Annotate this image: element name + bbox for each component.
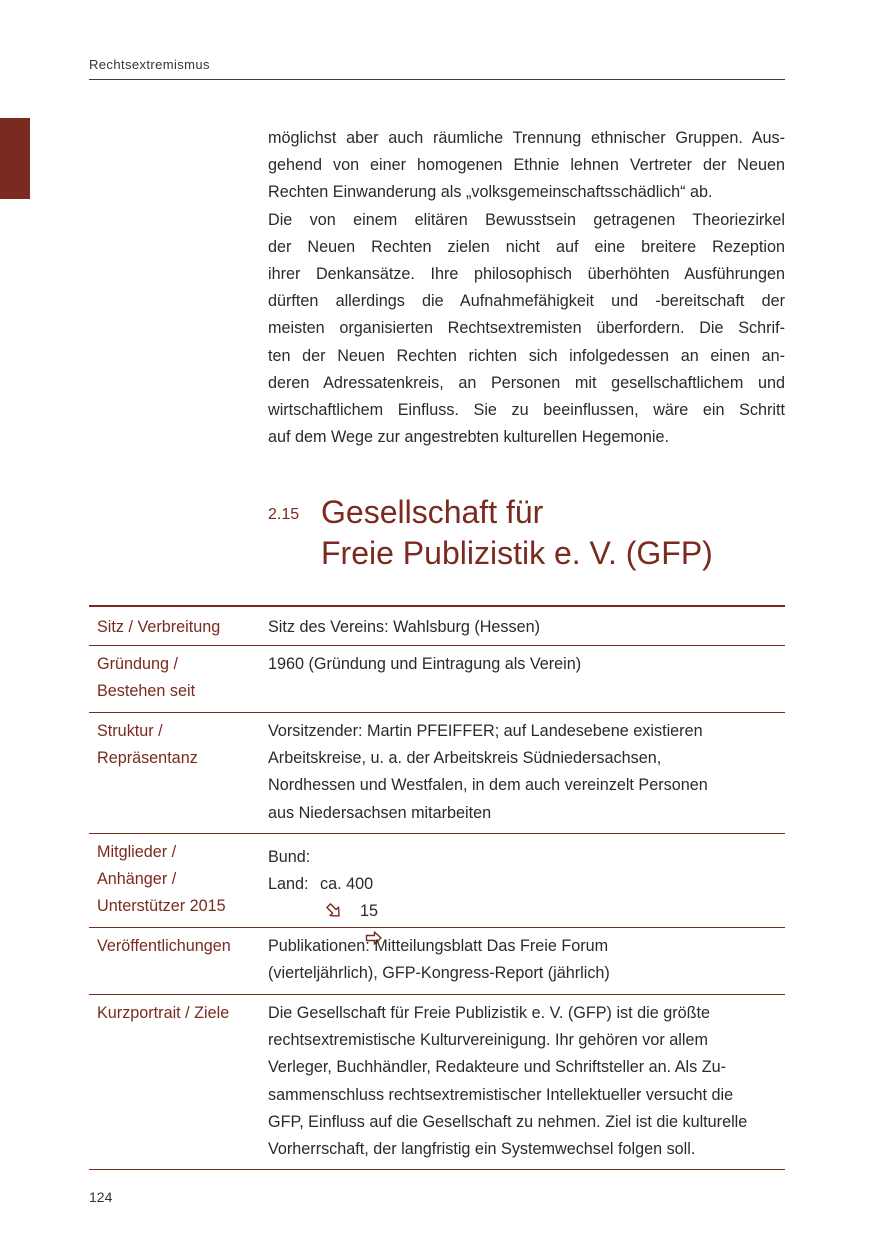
body-line: möglichst aber auch räumliche Trennung ethnischer Gruppen. Aus- bbox=[268, 129, 785, 147]
body-line: auf dem Wege zur angestrebten kulturellen Hegemonie. bbox=[268, 428, 670, 447]
body-line: Die von einem elitären Bewusstsein getragenen Theoriezirkel bbox=[268, 210, 785, 229]
row-label bbox=[97, 651, 195, 705]
row-label-line: Unterstützer 2015 bbox=[97, 897, 226, 916]
row-value bbox=[268, 844, 379, 921]
body-line: Rechten Einwanderung als „volksgemeinschaftsschädlich“ ab. bbox=[268, 183, 713, 202]
body-line: gehend von einer homogenen Ethnie lehnen Vertreter der Neuen bbox=[268, 156, 785, 175]
body-line: der Neuen Rechten zielen nicht auf eine breitere Rezeption bbox=[268, 237, 785, 256]
body-line: ten der Neuen Rechten richten sich infolgedessen an einen an- bbox=[268, 346, 785, 365]
page-number: 124 bbox=[89, 1189, 113, 1205]
row-value: Sitz des Vereins: Wahlsburg (Hessen) bbox=[268, 618, 541, 636]
body-line: wirtschaftlichem Einfluss. Sie zu beeinflussen, wäre ein Schritt bbox=[268, 400, 785, 419]
row-value-line: Vorherrschaft, der langfristig ein Systemwechsel folgen soll. bbox=[268, 1140, 696, 1159]
row-label-line: Mitglieder / bbox=[97, 843, 177, 861]
row-value bbox=[268, 933, 610, 987]
body-text bbox=[268, 125, 785, 451]
row-value-line: aus Niedersachsen mitarbeiten bbox=[268, 803, 492, 822]
row-value bbox=[268, 718, 708, 827]
facts-row-kurzportrait bbox=[89, 995, 785, 1170]
row-value-line: Nordhessen und Westfalen, in dem auch vereinzelt Personen bbox=[268, 776, 708, 795]
row-value-line: rechtsextremistische Kulturvereinigung. Ihr gehören vor allem bbox=[268, 1031, 708, 1050]
running-head: Rechtsextremismus bbox=[89, 57, 210, 72]
count-value: ca. 400 bbox=[320, 875, 374, 894]
body-line: deren Adressatenkreis, an Personen mit gesellschaftlichem und bbox=[268, 373, 785, 392]
facts-row-sitz bbox=[89, 607, 785, 646]
row-value-line: Publikationen: Mitteilungsblatt Das Freie Forum bbox=[268, 937, 609, 955]
facts-row-mitglieder bbox=[89, 834, 785, 928]
row-value-line: Vorsitzender: Martin PFEIFFER; auf Landesebene existieren bbox=[268, 722, 703, 740]
row-value-line: GFP, Einfluss auf die Gesellschaft zu nehmen. Ziel ist die kulturelle bbox=[268, 1112, 748, 1131]
count-value: 15 bbox=[360, 902, 379, 921]
count-label: Land: bbox=[268, 875, 309, 894]
row-value: 1960 (Gründung und Eintragung als Verein) bbox=[268, 655, 582, 673]
row-value bbox=[268, 1000, 747, 1163]
section-title bbox=[321, 492, 713, 574]
header-rule bbox=[89, 79, 785, 80]
row-label: Sitz / Verbreitung bbox=[97, 618, 221, 636]
body-line: dürften allerdings die Aufnahmefähigkeit und -bereitschaft der bbox=[268, 292, 785, 311]
row-label-line: Bestehen seit bbox=[97, 682, 196, 701]
count-label: Bund: bbox=[268, 848, 311, 866]
chapter-side-tab bbox=[0, 118, 30, 199]
row-label-line: Gründung / bbox=[97, 655, 178, 673]
row-label-line: Struktur / bbox=[97, 722, 163, 740]
row-label-line: Repräsentanz bbox=[97, 749, 198, 768]
row-value-line: (vierteljährlich), GFP-Kongress-Report (jährlich) bbox=[268, 964, 610, 983]
arrow-down-right-icon bbox=[325, 903, 343, 919]
row-label-line: Anhänger / bbox=[97, 870, 177, 889]
section-number: 2.15 bbox=[268, 506, 300, 523]
row-label bbox=[97, 718, 198, 772]
facts-table bbox=[89, 605, 785, 1170]
row-value-line: sammenschluss rechtsextremistischer Intellektueller versucht die bbox=[268, 1085, 734, 1104]
row-value-line: Verleger, Buchhändler, Redakteure und Schriftsteller an. Als Zu- bbox=[268, 1058, 727, 1077]
facts-row-gruendung bbox=[89, 646, 785, 713]
row-label: Veröffentlichungen bbox=[97, 937, 231, 955]
body-line: meisten organisierten Rechtsextremisten überfordern. Die Schrif- bbox=[268, 319, 785, 338]
row-label bbox=[97, 839, 226, 921]
facts-row-veroeffentlichungen bbox=[89, 928, 785, 995]
section-title-line: Freie Publizistik e. V. (GFP) bbox=[321, 535, 713, 571]
facts-row-struktur bbox=[89, 713, 785, 834]
row-value-line: Die Gesellschaft für Freie Publizistik e. V. (GFP) ist die größte bbox=[268, 1004, 711, 1022]
row-value-line: Arbeitskreise, u. a. der Arbeitskreis Südniedersachsen, bbox=[268, 749, 662, 768]
row-label: Kurzportrait / Ziele bbox=[97, 1004, 230, 1022]
section-title-line: Gesellschaft für bbox=[321, 494, 544, 530]
body-line: ihrer Denkansätze. Ihre philosophisch überhöhten Ausführungen bbox=[268, 264, 785, 283]
